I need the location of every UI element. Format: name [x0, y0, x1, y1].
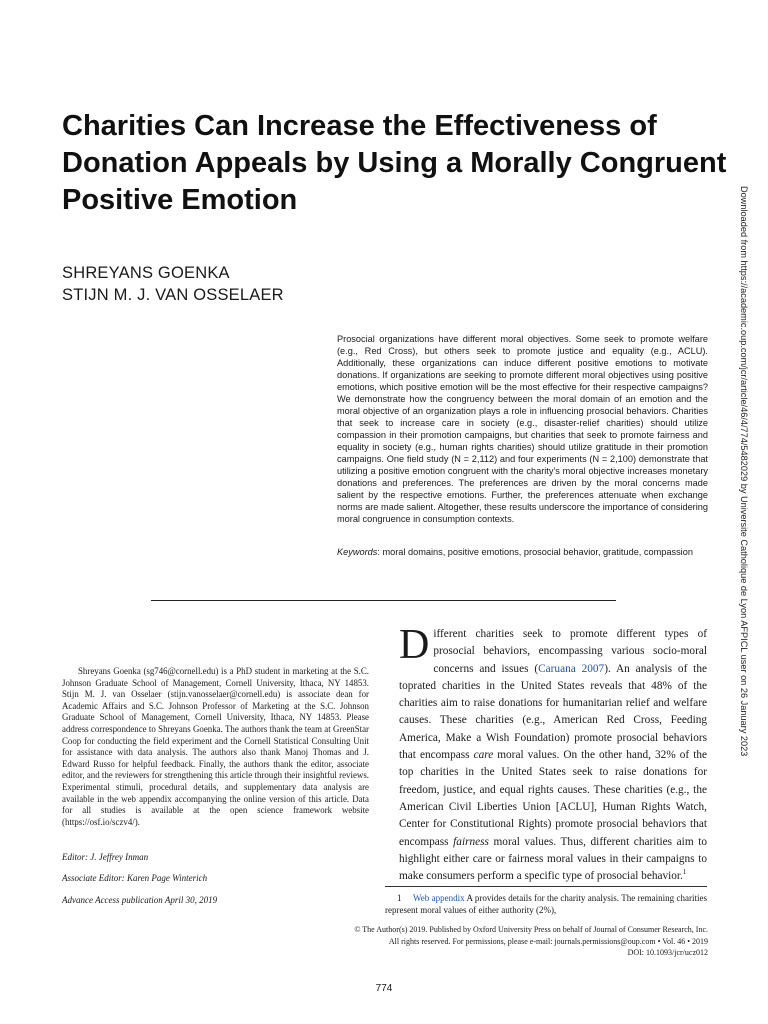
footnote-marker[interactable]: 1	[682, 868, 687, 877]
advance-access-line: Advance Access publication April 30, 2019	[62, 895, 218, 905]
body-text-run: moral values. On the other hand, 32% of the top charities in the United States seek to raise donations for freedom, justice, and equal rights causes. These charities (e.g., the American Civil Liberties Union [ACLU], Human Rights Watch, Center for Constitutional Rights) promote prosocial behaviors that encompass	[399, 749, 707, 848]
footnote-text: A provides details for the charity analysis. The remaining charities represent moral values of either authority (2%),	[385, 893, 707, 915]
author-name: STIJN M. J. VAN OSSELAER	[62, 286, 284, 304]
body-text-run: moral values. Thus, different charities aim to highlight either care or fairness moral values in their campaigns to make consumers perform a specific type of prosocial behavior.	[399, 835, 707, 883]
download-watermark: Downloaded from https://academic.oup.com/jcr/article/46/4/774/5482029 by Universite Catholique de Lyon AFPICL user on 26 January 2023	[739, 186, 749, 757]
editor-line: Editor: J. Jeffrey Inman	[62, 852, 149, 862]
section-divider	[151, 600, 616, 601]
abstract: Prosocial organizations have different moral objectives. Some seek to promote welfare (e.g., Red Cross), but others seek to promote justice and equality (e.g., ACLU). Additionally, these organizations can induce different positive emotions to motivate donations. If organizations are seeking to promote different moral objectives using positive emotions, which positive emotion will be the most effective for their respective campaigns? We demonstrate how the congruency between the moral domain of an emotion and the moral objective of an organization plays a role in influencing prosocial behaviors. Charities that seek to increase care in society (e.g., disaster-relief charities) should utilize compassion in their promotion campaigns, but charities that seek to promote fairness and equality in society (e.g., human rights charities) should utilize gratitude in their promotion campaigns. One field study (N = 2,112) and four experiments (N = 2,100) demonstrate that utilizing a positive emotion congruent with the charity's moral objective increases monetary donations and preferences. The preferences are driven by the moral concerns made salient by the respective emotions. Further, the preferences attenuate when exchange norms are made salient. Altogether, these results underscore the importance of considering moral congruence in consumption contexts.	[337, 334, 708, 524]
copyright-line: © The Author(s) 2019. Published by Oxford University Press on behalf of Journal of Consumer Research, Inc.	[354, 925, 708, 934]
footnote-divider	[385, 886, 707, 887]
web-appendix-link[interactable]: Web appendix	[413, 893, 465, 903]
page-number: 774	[375, 983, 393, 994]
body-text-run: ). An analysis of the toprated charities in the United States reveals that 48% of the charities aim to raise donations for humanitarian relief and welfare causes. These charities (e.g., American Red Cross, Feeding America, Make a Wish Foundation) promote prosocial behaviors that encompass	[399, 662, 707, 762]
drop-cap: D	[399, 622, 430, 668]
author-list	[62, 262, 284, 306]
keywords-label: Keywords	[337, 547, 378, 557]
copyright-block	[268, 924, 708, 959]
keywords	[337, 546, 708, 558]
citation-link[interactable]: Caruana 2007	[538, 662, 605, 675]
body-text-run: ifferent charities seek to promote different types of prosocial behaviors, encompassing various socio-moral concerns and issues (	[433, 628, 707, 675]
author-note: Shreyans Goenka (sg746@cornell.edu) is a PhD student in marketing at the S.C. Johnson Graduate School of Management, Cornell University, Ithaca, NY 14853. Stijn M. J. van Osselaer (stijn.vanosselaer@cornell.edu) is associate dean for Academic Affairs and S.C. Johnson Professor of Marketing at the S.C. Johnson Graduate School of Management, Cornell University, Ithaca, NY 14853. Please address correspondence to Shreyans Goenka. The authors thank the team at GreenStar Coop for conducting the field experiment and the Cornell Statistical Consulting Unit for assistance with data analysis. The authors also thank Manoj Thomas and J. Edward Russo for helpful feedback. Finally, the authors thank the editor, associate editor, and the reviewers for strengthening this article through their insightful reviews. Experimental stimuli, procedural details, and supplementary data analysis are available in the web appendix accompanying the online version of this article. Data for all studies is available at the open science framework website (https://osf.io/sczv4/).	[62, 666, 369, 827]
permissions-line: All rights reserved. For permissions, please e-mail: journals.permissions@oup.com • Vol. 46 • 2019	[388, 936, 708, 946]
footnote	[385, 892, 707, 916]
footnote-number: 1	[397, 893, 402, 903]
keywords-text: : moral domains, positive emotions, prosocial behavior, gratitude, compassion	[377, 547, 693, 557]
emphasis-care: care	[473, 749, 494, 762]
article-title: Charities Can Increase the Effectiveness of Donation Appeals by Using a Morally Congruent Positive Emotion	[62, 110, 727, 216]
doi-line: DOI: 10.1093/jcr/ucz012	[627, 948, 708, 957]
introduction-paragraph	[399, 622, 707, 885]
author-name: SHREYANS GOENKA	[62, 264, 230, 282]
associate-editor-line: Associate Editor: Karen Page Winterich	[62, 873, 208, 883]
emphasis-fairness: fairness	[453, 835, 489, 848]
